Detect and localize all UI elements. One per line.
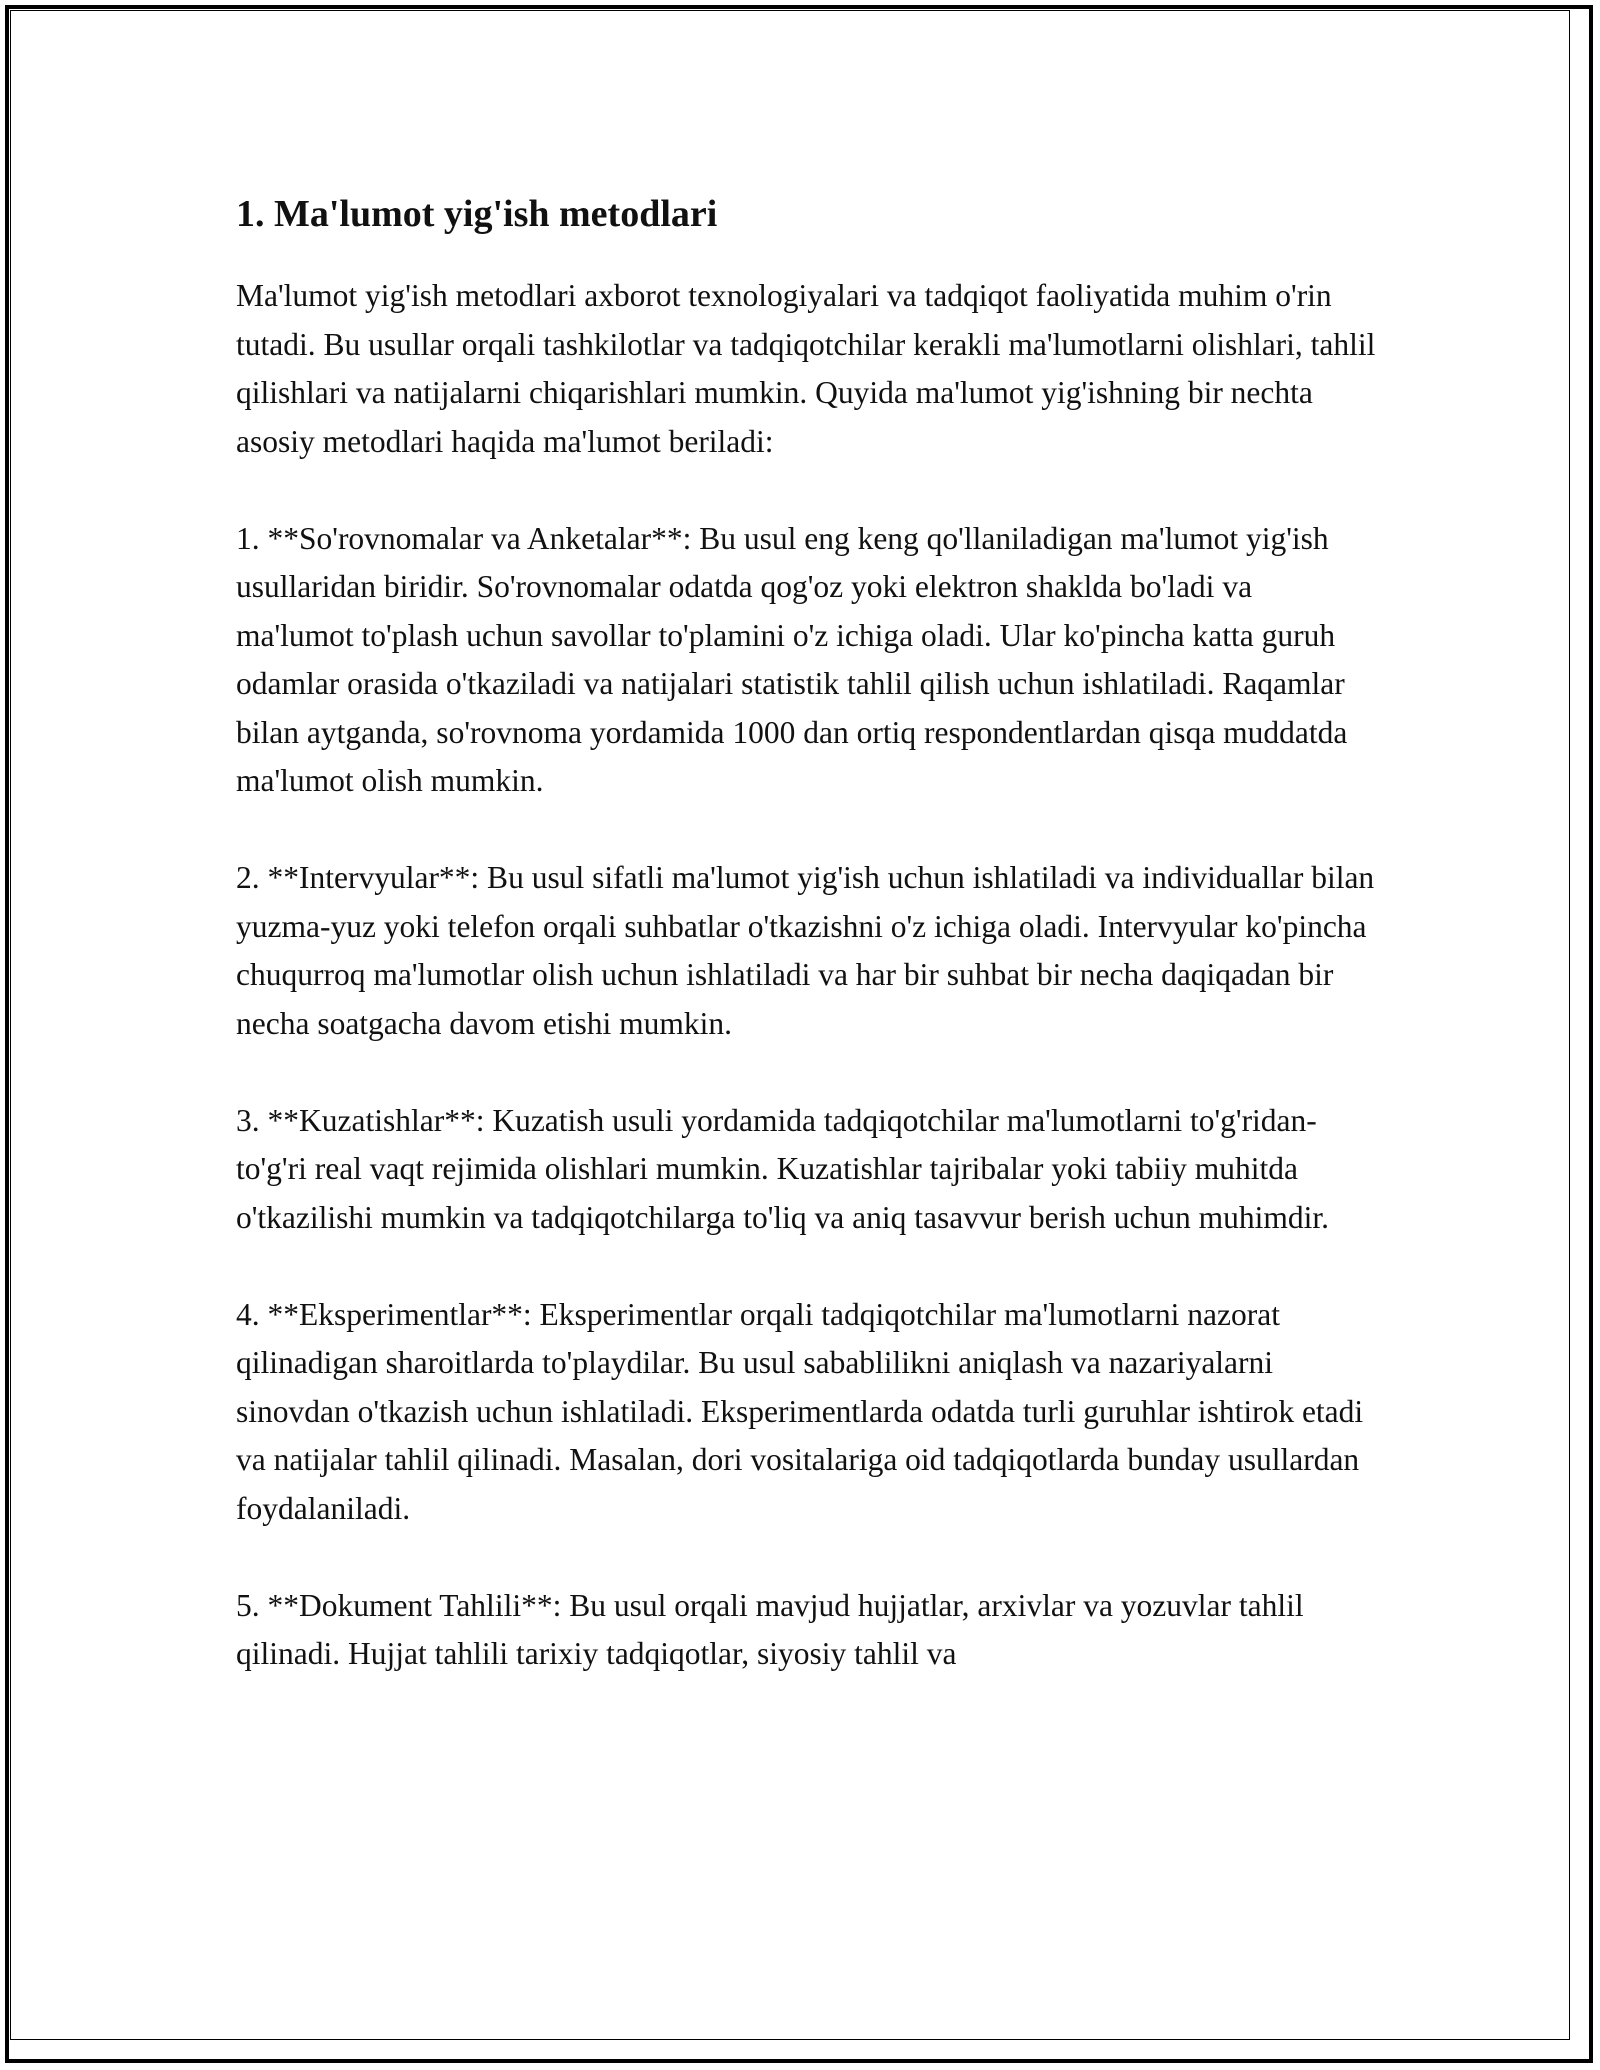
paragraph-document-analysis: 5. **Dokument Tahlili**: Bu usul orqali mavjud hujjatlar, arxivlar va yozuvlar tahlil qilinadi. Hujjat tahlili tarixiy tadqiqotlar, siyosiy tahlil va (236, 1587, 1304, 1671)
intro-paragraph: Ma'lumot yig'ish metodlari axborot texnologiyalari va tadqiqot faoliyatida muhim o'rin tutadi. Bu usullar orqali tashkilotlar va tadqiqotchilar kerakli ma'lumotlarni olishlari, tahlil qilishlari va natijalarni chiqarishlari mumkin. Quyida ma'lumot yig'ishning bir nechta asosiy metodlari haqida ma'lumot beriladi: (236, 278, 1376, 459)
paragraph-observations: 3. **Kuzatishlar**: Kuzatish usuli yordamida tadqiqotchilar ma'lumotlarni to'g'ridan-to'g'ri real vaqt rejimida olishlari mumkin. Kuzatishlar tajribalar yoki tabiiy muhitda o'tkazilishi mumkin va tadqiqotchilarga to'liq va aniq tasavvur berish uchun muhimdir. (236, 1102, 1329, 1235)
paragraph-surveys: 1. **So'rovnomalar va Anketalar**: Bu usul eng keng qo'llaniladigan ma'lumot yig'ish usullaridan biridir. So'rovnomalar odatda qog'oz yoki elektron shaklda bo'ladi va ma'lumot to'plash uchun savollar to'plamini o'z ichiga oladi. Ular ko'pincha katta guruh odamlar orasida o'tkaziladi va natijalari statistik tahlil qilish uchun ishlatiladi. Raqamlar bilan aytganda, so'rovnoma yordamida 1000 dan ortiq respondentlardan qisqa muddatda ma'lumot olish mumkin. (236, 520, 1348, 798)
document-body (236, 190, 1376, 1727)
paragraph-interviews: 2. **Intervyular**: Bu usul sifatli ma'lumot yig'ish uchun ishlatiladi va individuallar bilan yuzma-yuz yoki telefon orqali suhbatlar o'tkazishni o'z ichiga oladi. Intervyular ko'pincha chuqurroq ma'lumotlar olish uchun ishlatiladi va har bir suhbat bir necha daqiqadan bir necha soatgacha davom etishi mumkin. (236, 860, 1375, 1041)
section-title: 1. Ma'lumot yig'ish metodlari (236, 193, 718, 235)
paragraph-experiments: 4. **Eksperimentlar**: Eksperimentlar orqali tadqiqotchilar ma'lumotlarni nazorat qilinadigan sharoitlarda to'playdilar. Bu usul sabablilikni aniqlash va nazariyalarni sinovdan o'tkazish uchun ishlatiladi. Eksperimentlarda odatda turli guruhlar ishtirok etadi va natijalar tahlil qilinadi. Masalan, dori vositalariga oid tadqiqotlarda bunday usullardan foydalaniladi. (236, 1296, 1364, 1526)
